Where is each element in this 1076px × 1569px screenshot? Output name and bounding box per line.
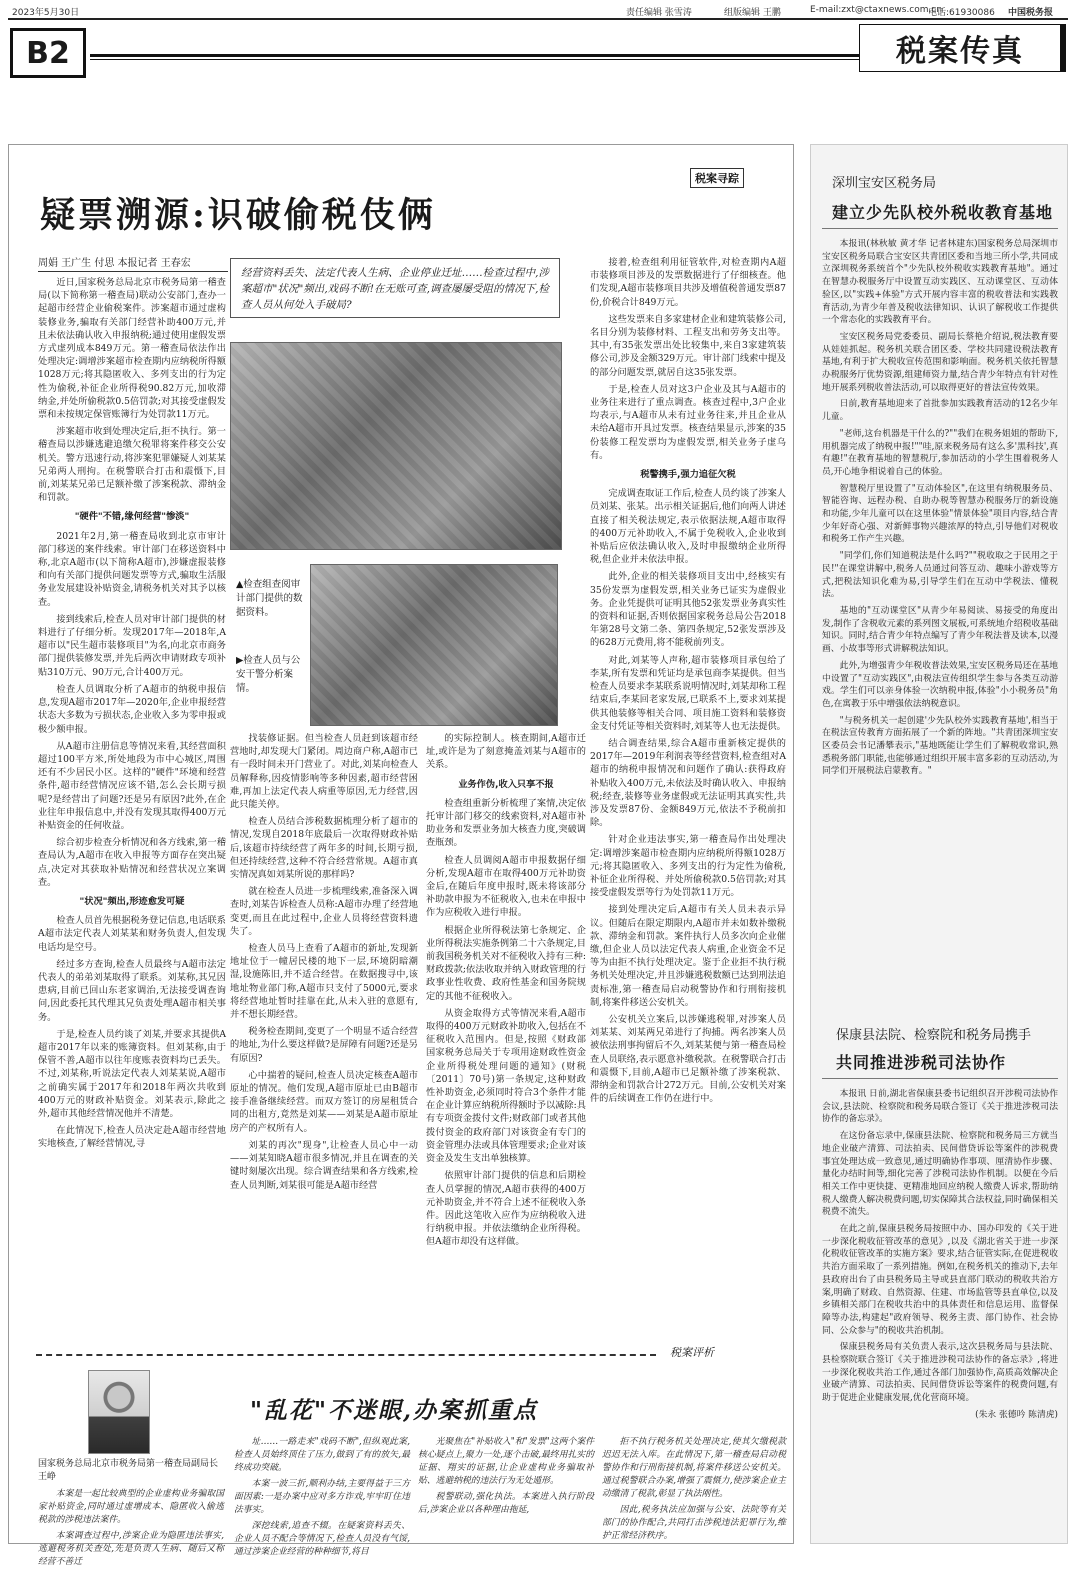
article-column-1 — [38, 276, 226, 1346]
paragraph: 结合调查结果,综合A超市重新核定提供的2017年—2019年利润表等经营资料,检查组对A超市的纳税申报情况和问题作了确认:获得政府补贴收入400万元,未依法及时确认收入、申报纳税;经查,装修等业务虚假或无法证明其真实性,共涉及发票87份、金额849万元,依法不予税前扣除。 — [590, 737, 786, 829]
sidebar-rule — [822, 228, 1058, 229]
paragraph-signature: (朱永 张德吟 陈清虎) — [975, 1409, 1058, 1420]
paragraph: 保康县税务局有关负责人表示,这次县税务局与县法院、县检察院联合签订《关于推进涉税司法协作的备忘录》,将进一步深化税收共治工作,通过各部门加强协作,高质高效解决企业破产清算、司法拍卖、民间借贷诉讼等案件的税费问题,有助于促进企业健康发展,优化营商环境。 — [822, 1342, 1058, 1404]
article-headline: 疑票溯源:识破偷税伎俩 — [40, 195, 436, 236]
paragraph: 本报讯 日前,湖北省保康县委书记组织召开涉税司法协作会议,县法院、检察院和税务局联合签订《关于推进涉税司法协作的备忘录》。 — [822, 1089, 1058, 1125]
paragraph: 因此,税务执法应加强与公安、法院等有关部门的协作配合,共同打击涉税违法犯罪行为,维护正常经济秩序。 — [602, 1505, 786, 1541]
subhead: 业务作伪,收入只享不报 — [458, 778, 554, 790]
paragraph: 本案是一起比较典型的企业虚构业务骗取国家补贴资金,同时通过虚增成本、隐匿收入偷逃税款的涉税违法案件。 — [38, 1489, 224, 1525]
paragraph: 本案调查过程中,涉案企业为隐匿违法事实,逃避税务机关查处,先是负责人生病、随后又称经营不善迁 — [38, 1531, 224, 1567]
author-portrait — [88, 1370, 150, 1454]
paragraph: 址……一路走来"戏码不断",但纵观此案,检查人员始终顶住了压力,做到了有的放矢,最终成功突破。 — [234, 1437, 410, 1473]
section-title: 税案传真 — [859, 24, 1066, 72]
paragraph: 拒不执行税务机关处理决定,使其欠缴税款迟迟无法入库。在此情况下,第一稽查局启动税警协作和行刑衔接机制,将案件移送公安机关。通过税警联合办案,增强了震慑力,使涉案企业主动缴清了税款,彰显了执法刚性。 — [602, 1437, 786, 1499]
article-column-3 — [426, 732, 586, 1344]
paragraph: "与税务机关一起创建'少先队校外实践教育基地',相当于在税法宣传教育方面拓展了一个新的阵地。"共青团深圳宝安区委员会书记潘攀表示,"基地既能让学生们了解税收常识,熟悉税务部门职能,也能够通过组织开展丰富多彩的互动活动,为同学们开展税法启蒙教育。" — [822, 715, 1058, 777]
paragraph: 在这份备忘录中,保康县法院、检察院和税务局三方就当地企业破产清算、司法拍卖、民间借贷诉讼等案件的涉税费事宜处理达成一致意见,通过明确协作事项、厘清协作步骤、量化办结时间等,细化完善了涉税司法协作机制。以便在今后相关工作中更快捷、更精准地回应纳税人缴费人诉求,帮助纳税人缴费人解决税费问题,切实保障其合法权益,同时确保相关税费不流失。 — [822, 1131, 1058, 1218]
paragraph: 这些发票来自多家建材企业和建筑装修公司,名目分别为装修材料、工程支出和劳务支出等。其中,有35张发票出处比较集中,来自3家建筑装修公司,涉及金额329万元。审计部门线索中提及的部分问题发票,就居自这35张发票。 — [590, 313, 786, 378]
paragraph: 宝安区税务局党委委员、副局长蔡艳介绍说,税法教育要从娃娃抓起。税务机关联合团区委、学校共同建设税法教育基地,有利于扩大税收宣传范围和影响面。税务机关依托智慧办税服务厅优势资源,组建师资力量,结合青少年特点有针对性地开展系列税收普法活动,可以取得更好的普法宣传效果。 — [822, 331, 1058, 393]
photo-inspectors-police — [310, 564, 558, 726]
paragraph: 日前,教育基地迎来了首批参加实践教育活动的12名少年儿童。 — [822, 399, 1058, 423]
review-column-2 — [234, 1436, 410, 1557]
paragraph: 根据企业所得税法第七条规定、企业所得税法实施条例第二十六条规定,目前我国税务机关对不征税收入持有三种:财政拨款;依法收取并纳入财政管理的行政事业性收费、政府性基金和国务院规定的其他不征税收入。 — [426, 924, 586, 1002]
photo-caption-2: ▶检查人员与公安干警分析案情。 — [236, 655, 301, 694]
newspaper-name: 中国税务报 — [1008, 8, 1054, 18]
paragraph: 检查人员调阅A超市申报数据仔细分析,发现A超市在取得400万元补助资金后,在随后年度申报时,既未将该部分补助款申报为不征税收入,也未在申报中作为应税收入进行申报。 — [426, 854, 586, 919]
paragraph: 检查人员马上查看了A超市的新址,发现新地址位于一幢居民楼的地下一层,环境阴暗潮湿,设施陈旧,并不适合经营。在数据搜寻中,该地址物业部门称,A超市只支付了5000元,要求将经营地址暂时挂靠在此,从未入驻的意愿有,并不想长期经营。 — [230, 943, 418, 1021]
article-byline: 周娟 王广生 付思 本报记者 王春宏 — [38, 254, 228, 272]
paragraph: 智慧税厅里设置了"互动体验区",在这里有纳税服务员、智能咨询、远程办税、自助办税等智慧办税服务厅的新设施和功能,少年儿童可以在这里体验"情景体验"项目内容,结合青少年好奇心强、对新鲜事物兴趣浓厚的特点,引导他们对税收和税务工作产生兴趣。 — [822, 483, 1058, 545]
paragraph: 于是,检查人员约谈了刘某,并要求其提供A超市2017年以来的账簿资料。但刘某称,由于保管不善,A超市以往年度账表资料均已丢失。不过,刘某称,听说法定代表人刘某某说,A超市之前确实属于2017年和2018年两次共收到400万元的财政补贴资金。刘某表示,除此之外,超市其他经营情况他并不清楚。 — [38, 1028, 226, 1119]
paragraph: 税务检查期间,变更了一个明显不适合经营的地址,为什么要这样做?是屏障有问题?还是另有原因? — [230, 1026, 418, 1064]
paragraph: 接到线索后,检查人员对审计部门提供的材料进行了仔细分析。发现2017年—2018年,A超市以"民生超市装修项目"为名,向北京市商务部门提供装修发票,并先后两次申请财政专项补贴310万元、90万元,合计400万元。 — [38, 613, 226, 678]
sidebar-rule — [822, 1078, 1058, 1079]
editor-credit: 责任编辑 张雪涛 — [626, 8, 692, 18]
paragraph: 涉案超市收到处理决定后,拒不执行。第一稽查局以涉嫌逃避追缴欠税罪将案件移交公安机关。警方迅速行动,将涉案犯罪嫌疑人刘某某兄弟两人刑拘。在税警联合打击和震慑下,目前,刘某某兄弟已足额补缴了涉案税款、滞纳金和罚款。 — [38, 426, 226, 504]
subhead: "硬件"不错,缘何经营"惨淡" — [74, 511, 190, 523]
review-title: "乱花"不迷眼,办案抓重点 — [250, 1397, 538, 1424]
article-kicker: 税案寻踪 — [690, 168, 744, 188]
paragraph: 接着,检查组利用征管软件,对检查期内A超市装修项目涉及的发票数据进行了仔细核查。他们发现,A超市装修项目共涉及增值税普通发票87份,价税合计849万元。 — [590, 257, 786, 308]
paragraph: 针对企业违法事实,第一稽查局作出处理决定:调增涉案超市检查期内应纳税所得额1028万元;将其隐匿收入、多列支出的行为定性为偷税,补征企业所得税、并处所偷税款0.5倍罚款;对其接受虚假发票等行为处罚款11万元。 — [590, 834, 786, 899]
review-column-1 — [38, 1488, 224, 1567]
paragraph: 本案一波三折,顺利办结,主要得益于三方面因素:一是办案中应对多方诈戏,牢牢盯住违法事实。 — [234, 1479, 410, 1515]
paragraph: 依照审计部门提供的信息和后期检查人员掌握的情况,A超市获得的400万元补助资金,并不符合上述不征税收入条件。因此这笔收入应作为应纳税收入进行纳税申报。并依法缴纳企业所得税。但A超市却没有这样做。 — [426, 1170, 586, 1248]
paragraph: 检查人员调取分析了A超市的纳税申报信息,发现A超市2017年—2020年,企业申报经营状态大多数为亏损状态,企业收入多为零申报或极少额申报。 — [38, 683, 226, 735]
paragraph: 在此情况下,检查人员决定赴A超市经营地实地核查,了解经营情况,寻 — [38, 1125, 226, 1150]
sidebar-story2-dept: 保康县法院、检察院和税务局携手 — [836, 1028, 1032, 1043]
paragraph: 就在检查人员进一步梳理线索,准备深入调查时,刘某告诉检查人员称:A超市办理了经营地变更,而且在此过程中,企业人员将经营资料遗失了。 — [230, 886, 418, 937]
paragraph: 基地的"互动课堂区"从青少年易阅读、易接受的角度出发,制作了含税收元素的系列图文展板,可系统地介绍税收基础知识。同时,结合青少年特点编写了青少年税法普及读本,以漫画、小故事等形式讲解税法知识。 — [822, 605, 1058, 655]
paragraph: 检查组重新分析梳理了案情,决定依托审计部门移交的线索资料,对A超市补助业务和发票业务加大核查力度,突破调查瓶颈。 — [426, 797, 586, 849]
paragraph: 此外,企业的相关装修项目支出中,经核实有35份发票为虚假发票,相关业务已证实为虚假业务。企业凭提供可证明其他52张发票业务真实性的资料和证据,否则依据国家税务总局公告2018年第28号文第二条、第四条规定,52张发票涉及的628万元费用,将不能税前列支。 — [590, 571, 786, 649]
paragraph: 近日,国家税务总局北京市税务局第一稽查局(以下简称第一稽查局)联动公安部门,查办一起超市经营企业偷税案件。涉案超市通过虚构装修业务,骗取有关部门经营补助400万元,并且未依法确认收入申报纳税;通过使用虚假发票方式虚列成本849万元。第一稽查局依法作出处理决定:调增涉案超市检查期内应纳税所得额1028万元;将其隐匿收入、多列支出的行为定性为偷税,补征企业所得税90.82万元,加收滞纳金,并处所偷税款0.5倍罚款;对其接受虚假发票和未按规定保管账簿行为处罚款11万元。 — [38, 277, 226, 421]
paragraph: 从A超市注册信息等情况来看,其经营面积超过100平方米,所处地段为市中心城区,周围还有不少居民小区。这样的"硬件"环境和经营条件,超市经营情况应该不错,怎么会长期亏损呢?是经营出了问题?还是另有原因?此外,在企业往年申报信息中,并没有发现其取得400万元补贴资金的任何收益。 — [38, 740, 226, 831]
subhead: 税警携手,强力追征欠税 — [640, 469, 736, 481]
article-column-4 — [590, 256, 786, 1344]
paragraph: 经过多方查询,检查人员最终与A超市法定代表人的弟弟刘某取得了联系。刘某称,其兄因患病,目前已回山东老家调治,无法接受调查询问,因此委托其代理其兄负责处理A超市相关事务。 — [38, 958, 226, 1023]
page-code: B2 — [10, 28, 86, 78]
paragraph: 深挖线索,追查不辍。在疑案资料丢失、企业人员不配合等情况下,检查人员没有气馁,通过涉案企业经营的种种细节,将目 — [234, 1521, 410, 1557]
paragraph: 接到处理决定后,A超市有关人员未表示异议。但随后在限定期限内,A超市并未如数补缴税款、滞纳金和罚款。案件执行人员多次向企业催缴,但企业人员以法定代表人病重,企业资金不足等为由拒不执行处理决定。鉴于企业拒不执行税务机关处理决定,并且涉嫌逃税数额已达到刑法追责标准,第一稽查局启动税警协作和行刑衔接机制,将案件移送公安机关。 — [590, 904, 786, 1008]
paragraph: 对此,刘某等人声称,超市装修项目承包给了李某,所有发票和凭证均是承包商李某提供。但当检查人员要求李某联系说明情况时,刘某却称工程结束后,李某回老家发展,已联系不上,要求刘某提供其他装修等相关合同、项目施工资料和装修资金支付凭证等相关资料时,刘某等人也无法提供。 — [590, 654, 786, 732]
paragraph: 检查人员结合涉税数据梳理分析了超市的情况,发现自2018年底最后一次取得财政补贴后,该超市持续经营了两年多的时间,长期亏损,但还持续经营,这种不符合经营常规。A超市真实情况真如刘某所说的那样吗? — [230, 816, 418, 881]
review-column-4 — [602, 1436, 786, 1541]
article-column-2 — [230, 732, 418, 1344]
photo-caption-1: ▲检查组查阅审计部门提供的数据资料。 — [236, 579, 303, 618]
paragraph: 从资金取得方式等情况来看,A超市取得的400万元财政补助收入,包括在不征税收入范围内。但是,按照《财政部 国家税务总局关于专项用途财政性资金企业所得税处理问题的通知》(财税〔2011〕70号)第一条规定,这种财政性补助资金,必须同时符合3个条件才能在企业计算应纳税所得额时予以减除:具有专项资金拨付文件;财政部门或者其他拨付资金的政府部门对该资金有专门的资金管理办法或具体管理要求;企业对该资金及发生支出单独核算。 — [426, 1007, 586, 1165]
paragraph: 此外,为增强青少年税收普法效果,宝安区税务局还在基地中设置了"互动实践区",由税法宣传组织学生参与各类互动游戏。学生们可以亲身体验一次纳税申报,体验"小小税务员"角色,在寓教于乐中增强依法纳税意识。 — [822, 660, 1058, 709]
paragraph: "同学们,你们知道税法是什么吗?""税收取之于民用之于民!"在课堂讲解中,税务人员通过问答互动、趣味小游戏等方式,把税法知识化难为易,引导学生们在互动中学税法、懂税法。 — [822, 551, 1058, 600]
paragraph: 心中揣着的疑问,检查人员决定核查A超市原址的情况。他们发现,A超市原址已由B超市接手准备继续经营。而双方签订的房屋租赁合同的出租方,竟然是刘某——刘某是A超市原址房产的产权所有人。 — [230, 1069, 418, 1134]
article-lead: 经营资料丢失、法定代表人生病、企业停业迁址……检查过程中,涉案超市"状况"频出,戏码不断!在无账可查,调查屡屡受阻的情况下,检查人员从何处入手破局? — [230, 258, 560, 318]
page-header-bar — [8, 4, 1068, 20]
sidebar-story1-dept: 深圳宝安区税务局 — [832, 176, 937, 191]
sidebar-story2-body — [822, 1088, 1058, 1534]
paragraph: 检查人员首先根据税务登记信息,电话联系A超市法定代表人刘某某和财务负责人,但发现电话均是空号。 — [38, 915, 226, 953]
paragraph: 2021年2月,第一稽查局收到北京市审计部门移送的案件线索。审计部门在移送资料中称,北京A超市(以下简称A超市),涉嫌虚报装修和向有关部门提供问题发票等方式,骗取生活服务业发展建设补贴资金,请税务机关对其予以核查。 — [38, 530, 226, 608]
paragraph: "老师,这台机器是干什么的?""我们在税务姐姐的帮助下,用机器完成了纳税申报!""哇,原来税务局有这么多'黑科技',真有趣!"在教育基地的智慧税厅,参加活动的小学生围着税务人员,开心地争相说着自己的体验。 — [822, 428, 1058, 477]
photo-inspectors-reviewing — [230, 342, 562, 550]
issue-date: 2023年5月30日 — [12, 8, 80, 18]
review-author: 国家税务总局北京市税务局第一稽查局副局长 王峥 — [38, 1459, 219, 1482]
paragraph: 在此之前,保康县税务局按照中办、国办印发的《关于进一步深化税收征管改革的意见》,以及《湖北省关于进一步深化税收征管改革的实施方案》要求,结合征管实际,在促进税收共治方面采取了一系列措施。例如,在税务机关的推动下,去年县政府出台了由县税务局主导或县直部门联动的税收共治方案,明确了财政、自然资源、住建、市场监管等县直单位,以及乡镇相关部门在税收共治中的具体责任和信息运用、监督保障等办法,构建起"政府领导、税务主责、部门协作、社会协同、公众参与"的税收共治机制。 — [822, 1224, 1058, 1336]
paragraph: 的实际控制人。核查期间,A超市迁址,或许是为了刻意掩盖刘某与A超市的关系。 — [426, 733, 586, 771]
paragraph: 于是,检查人员对这3户企业及其与A超市的业务往来进行了重点调查。核查过程中,3户企业均表示,与A超市从未有过业务往来,并且企业从未给A超市开具过发票。核查结果显示,涉案的35份装修工程发票均为虚假发票,相关业务子虚乌有。 — [590, 383, 786, 461]
subhead: "状况"频出,形迹愈发可疑 — [79, 895, 185, 907]
sidebar-story1-title: 建立少先队校外税收教育基地 — [832, 203, 1054, 222]
paragraph: 公安机关立案后,以涉嫌逃税罪,对涉案人员刘某某、刘某两兄弟进行了拘捕。两名涉案人员被依法刑事拘留后不久,刘某某便与第一稽查局检查人员联络,表示愿意补缴税款。在税警联合打击和震慑下,目前,A超市已足额补缴了涉案税款、滞纳金和罚款合计272万元。目前,公安机关对案件的后续调查工作仍在进行中。 — [590, 1013, 786, 1105]
paragraph: 光聚焦在"补贴收入"和"发票"这两个案件核心疑点上,聚力一处,逐个击破,最终用扎实的证据、翔实的证据,让企业虚构业务骗取补贴、逃避纳税的违法行为无处遁形。 — [418, 1437, 594, 1486]
sidebar-story1-body — [822, 238, 1058, 998]
paragraph: 找装修证据。但当检查人员赶到该超市经营地时,却发现大门紧闭。周边商户称,A超市已有一段时间未开门营业了。对此,刘某向检查人员解释称,因疫情影响等多种因素,超市经营困难,再加上法定代表人病重等原因,无力经营,因此只能关停。 — [230, 733, 418, 811]
sidebar-story2-title: 共同推进涉税司法协作 — [836, 1053, 1007, 1072]
paragraph: 完成调查取证工作后,检查人员约谈了涉案人员刘某、张某。出示相关证据后,他们向两人讲述直接了相关税法规定,表示依据法规,A超市取得的400万元补助收入,不属于免税收入,企业收到补贴后应依法确认收入,及时申报缴纳企业所得税,但企业并未依法申报。 — [590, 488, 786, 566]
email-link[interactable]: E-mail:zxt@ctaxnews.com.cn — [810, 5, 943, 15]
layout-credit: 组版编辑 王鹏 — [724, 8, 781, 18]
paragraph: 刘某的再次"现身",让检查人员心中一动——刘某知晓A超市很多情况,并且在调查的关键时刻屡次出现。综合调查结果和各方线索,检查人员判断,刘某很可能是A超市经营 — [230, 1139, 418, 1191]
review-column-3 — [418, 1436, 594, 1538]
paragraph: 本报讯(林秋敏 黄才华 记者林建东)国家税务总局深圳市宝安区税务局联合宝安区共青团区委和当地三所小学,共同成立深圳税务系统首个"少先队校外税收实践教育基地"。通过在智慧办税服务厅中设置互动实践区、互动课堂区、互动体验区,以"实践+体验"方式开展内容丰富的税收普法和实践教育活动,为青少年普及税收法律知识、认识了解税收工作提供一个常态化的实践教育平台。 — [822, 239, 1058, 326]
paragraph: 综合初步检查分析情况和各方线索,第一稽查局认为,A超市在收入申报等方面存在突出疑点,决定对其获取补贴情况和经营状况立案调查。 — [38, 837, 226, 888]
phone-number: 电话:61930086 — [928, 8, 995, 18]
review-divider — [36, 1354, 656, 1356]
review-tag: 税案评析 — [670, 1346, 714, 1359]
paragraph: 税警联动,强化执法。本案进入执行阶段后,涉案企业以各种理由拖延, — [418, 1492, 594, 1515]
